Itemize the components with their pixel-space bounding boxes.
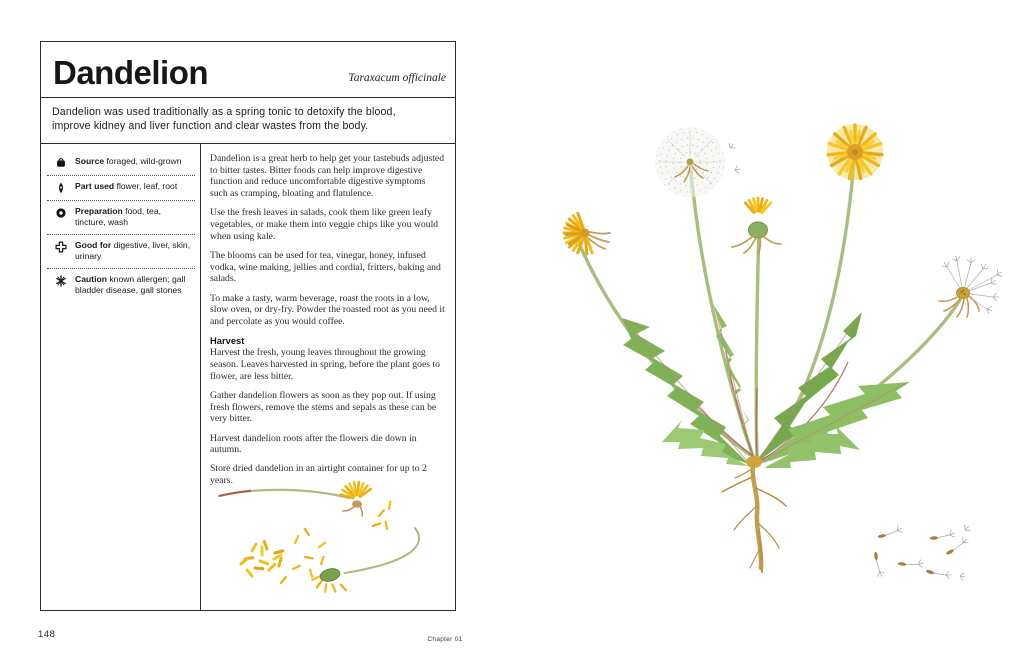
fact-row-part-used — [47, 176, 195, 201]
asterisk-icon — [47, 274, 75, 296]
fact-value: flower, leaf, root — [116, 181, 178, 191]
paragraph: Store dried dandelion in an airtight container for up to 2 years. — [210, 463, 427, 487]
fact-value: foraged, wild-grown — [106, 156, 182, 166]
flower-bud — [732, 198, 781, 254]
dispersing-seeds — [874, 523, 972, 581]
facts-sidebar — [41, 144, 201, 610]
paragraph: Dandelion is a great herb to help get your tastebuds adjusted to bitter tastes. Bitter foods can help improve digestive function and reduce uncomfortable digestive symptoms such as cramping, bloating and flatulence. — [210, 153, 445, 200]
paragraph: Harvest the fresh, young leaves throughout the growing season. Leaves harvested in spring, before the plant goes to flower, are less bitter. — [210, 347, 441, 382]
chapter-label: Chapter 01 — [427, 636, 463, 643]
flower-side-view — [564, 213, 610, 254]
preparation-icon — [47, 206, 75, 228]
fact-value: digestive, liver, skin, urinary — [75, 240, 191, 261]
flower-full-bloom — [827, 124, 883, 180]
paragraph: To make a tasty, warm beverage, roast the roots in a low, slow oven, or dry-fry. Powder the roasted root as you need it and percolate as you would coffee. — [210, 292, 445, 327]
basket-icon — [47, 156, 75, 169]
fact-label: Good for — [75, 240, 112, 250]
fact-label: Part used — [75, 181, 115, 191]
intro-band: Dandelion was used traditionally as a spring tonic to detoxify the blood, improve kidney and liver function and clear wastes from the body. — [41, 98, 455, 144]
fact-label: Source — [75, 156, 105, 166]
paragraph: Gather dandelion flowers as soon as they pop out. If using fresh flowers, remove the stems and sepals as these can be very bitter. — [210, 389, 437, 425]
taproot — [722, 456, 786, 572]
fact-row-preparation — [47, 201, 195, 235]
leaves — [622, 304, 910, 468]
paragraph: Harvest dandelion roots after the flowers die down in autumn. — [210, 432, 417, 456]
fact-row-good-for — [47, 235, 195, 269]
paragraph: Use the fresh leaves in salads, cook them like green leafy vegetables, or make them into veggie chips like you would when using kale. — [210, 207, 439, 242]
fact-label: Caution — [75, 274, 107, 284]
seed-head-spent — [939, 255, 1004, 317]
fact-row-caution — [47, 269, 195, 302]
cross-icon — [47, 240, 75, 262]
dandelion-plant-illustration — [510, 90, 1010, 610]
article-body — [201, 144, 455, 610]
harvest-heading: Harvest — [210, 335, 245, 347]
paragraph: The blooms can be used for tea, vinegar, honey, infused vodka, wine making, jellies and cordial, fritters, baking and salads. — [210, 249, 441, 285]
page-title: Dandelion — [53, 54, 209, 91]
seed-head-puffball — [651, 123, 741, 202]
header-band — [41, 42, 455, 98]
petal-pile — [241, 541, 283, 576]
content-band — [41, 144, 455, 610]
fact-value: food, tea, tincture, wash — [75, 206, 161, 227]
fact-row-source — [47, 151, 195, 176]
seed-icon — [47, 181, 75, 194]
fact-value: known allergen; gall bladder disease, gall stones — [75, 274, 186, 295]
herb-info-box — [40, 41, 456, 611]
picked-flowers-illustration — [217, 471, 452, 606]
species-name: Taraxacum officinale — [348, 72, 446, 84]
fact-label: Preparation — [75, 206, 123, 216]
page-number: 148 — [38, 629, 56, 640]
